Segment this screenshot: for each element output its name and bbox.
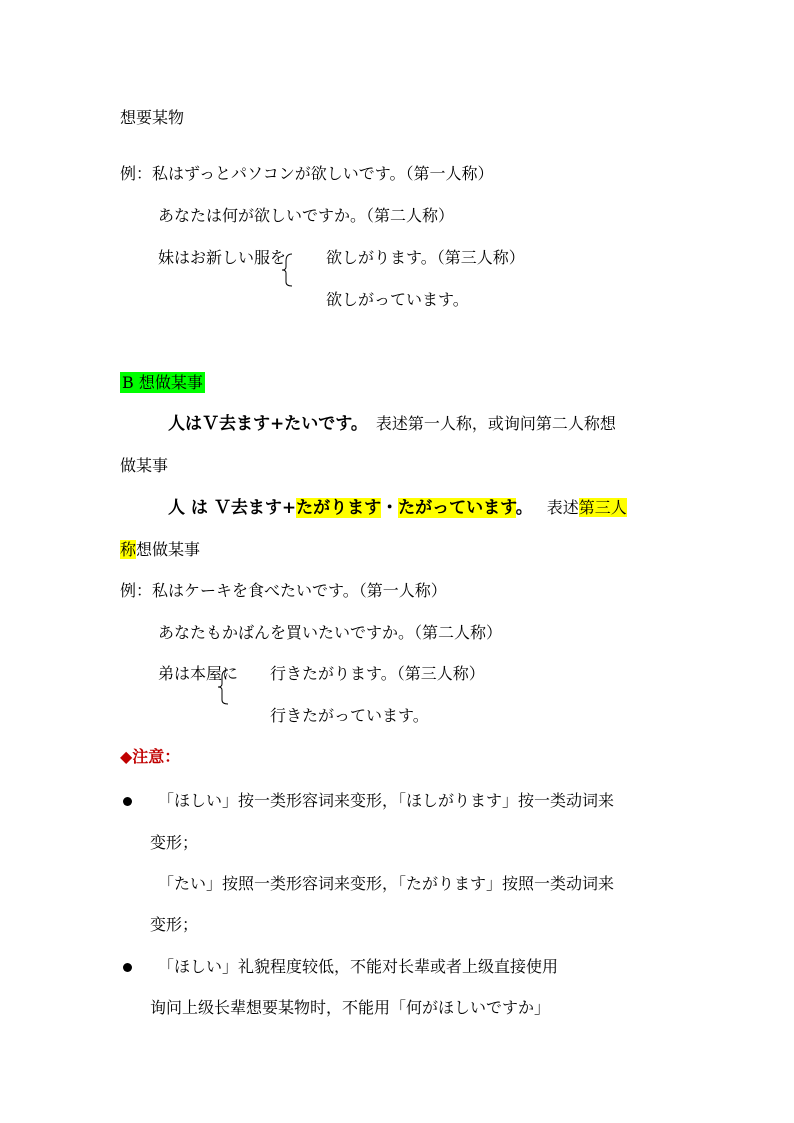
notice-bullet-1-line-3: 「たい」按照一类形容词来变形，「たがります」按照一类动词来 [158, 874, 615, 893]
rule-1-pattern: 人はＶ去ます+たいです。 [168, 414, 368, 434]
rule-1 [168, 413, 616, 435]
bullet-icon [123, 797, 132, 806]
section-b-label: B 想做某事 [122, 373, 203, 392]
example-a-line-2: あなたは何が欲しいですか。（第二人称） [158, 206, 455, 225]
rule-2-dot: ・ [381, 498, 399, 518]
rule-2-description: 表述 [546, 498, 579, 517]
example-prefix: 例： [120, 164, 153, 183]
notice-bullet-2-line-1: 「ほしい」礼貌程度较低，不能对长辈或者上级直接使用 [158, 957, 559, 976]
example-a-line-1 [120, 163, 493, 185]
example-prefix: 例： [120, 581, 153, 600]
rule-1-continuation: 做某事 [120, 456, 169, 475]
notice-bullet-1-line-1: 「ほしい」按一类形容词来变形，「ほしがります」按一类动词来 [158, 791, 615, 810]
rule-2-period: 。 [515, 498, 533, 518]
notice-bullet-1-line-4: 变形； [150, 915, 199, 934]
rule-2-continuation-text: 想做某事 [136, 540, 201, 559]
rule-2-continuation [120, 539, 200, 561]
example-a-line-4: 欲しがっています。 [326, 290, 469, 309]
brace-icon [280, 252, 294, 288]
example-b-line-3-left: 弟は本屋に [158, 664, 239, 683]
section-b-heading [120, 372, 205, 394]
example-sentence: 私はずっとパソコンが欲しいです。（第一人称） [152, 164, 494, 183]
example-b-line-2: あなたもかばんを買いたいですか。（第二人称） [158, 623, 503, 642]
notice-bullet-2-line-2: 询问上级长辈想要某物时，不能用「何がほしいですか」 [150, 998, 551, 1017]
example-a-line-3-right: 欲しがります。（第三人称） [326, 248, 525, 267]
notice-bullet-1-line-2: 变形； [150, 833, 199, 852]
example-a-line-3-left: 妹はお新しい服を [158, 248, 287, 267]
rule-1-description: 表述第一人称，或询问第二人称想 [375, 414, 616, 433]
rule-2-pattern: 人 は Ｖ去ます+ [168, 498, 297, 518]
bullet-icon [123, 963, 132, 972]
rule-2-continuation-highlight: 称 [120, 540, 137, 559]
notice-label: ◆注意： [120, 747, 181, 766]
heading-want-something: 想要某物 [120, 108, 185, 127]
rule-2-highlight-c: 第三人 [578, 498, 627, 517]
example-b-line-3-right: 行きたがります。（第三人称） [270, 664, 485, 683]
rule-2-highlight-b: たがっています [398, 498, 516, 518]
example-b-line-4: 行きたがっています。 [270, 706, 429, 725]
example-sentence: 私はケーキを食べたいです。（第一人称） [152, 581, 447, 600]
brace-icon [216, 668, 230, 706]
example-b-line-1 [120, 580, 447, 602]
rule-2 [168, 497, 627, 519]
rule-2-highlight-a: たがります [296, 498, 382, 518]
